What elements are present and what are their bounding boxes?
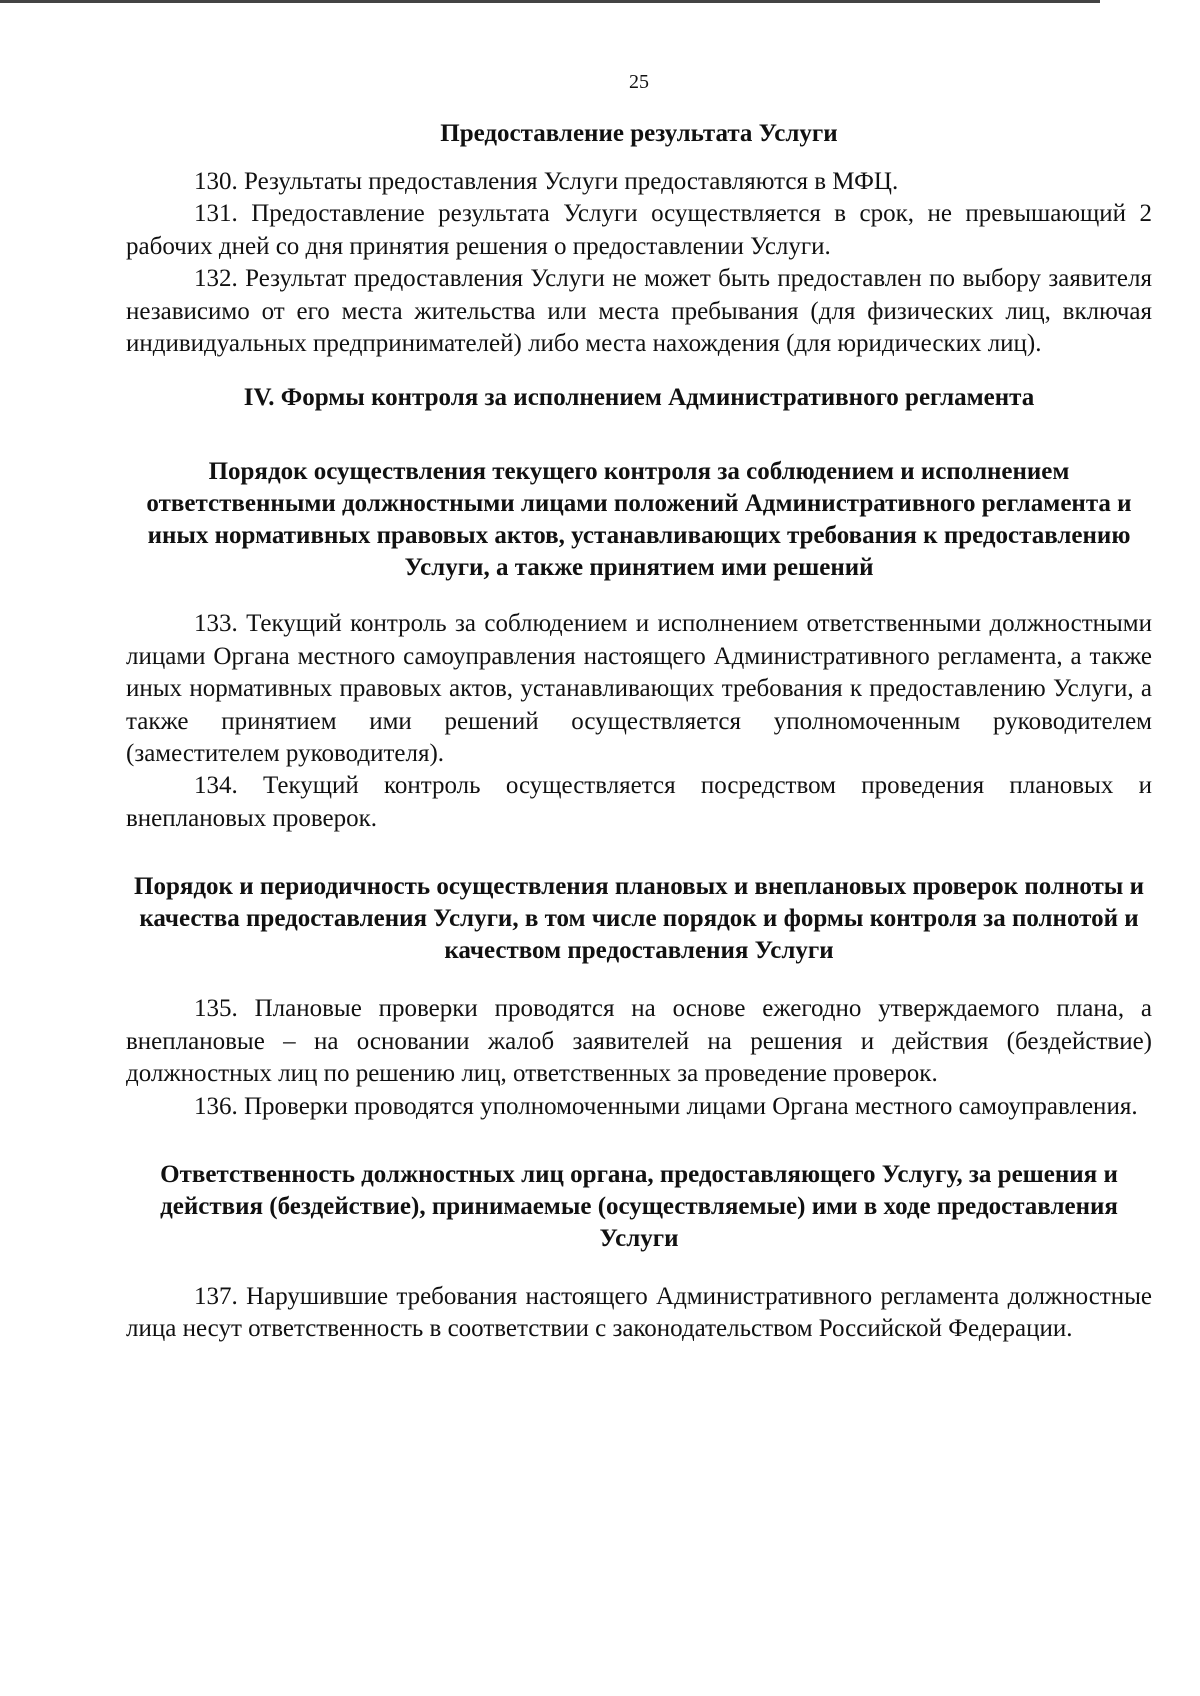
scan-top-border (0, 0, 1100, 3)
paragraph-130: 130. Результаты предоставления Услуги предоставляются в МФЦ. (194, 168, 899, 195)
heading-chapter-iv: IV. Формы контроля за исполнением Административного регламента (243, 384, 1035, 412)
page-number: 25 (629, 71, 649, 93)
paragraph-134: 134. Текущий контроль осуществляется посредством проведения плановых и внеплановых проверок. (126, 772, 1152, 832)
paragraph-132: 132. Результат предоставления Услуги не может быть предоставлен по выбору заявителя независимо от его места жительства или места пребывания (для физических лиц, включая индивидуальных предпринимателей) либо места нахождения (для юридических лиц). (126, 265, 1152, 358)
paragraph-137: 137. Нарушившие требования настоящего Административного регламента должностные лица несут ответственность в соответствии с законодательством Российской Федерации. (126, 1282, 1152, 1343)
paragraph-131: 131. Предоставление результата Услуги осуществляется в срок, не превышающий 2 рабочих дней со дня принятия решения о предоставлении Услуги. (126, 200, 1152, 260)
heading-result-provision: Предоставление результата Услуги (440, 120, 838, 147)
paragraph-135: 135. Плановые проверки проводятся на основе ежегодно утверждаемого плана, а внеплановые – на основании жалоб заявителей на решения и действия (бездействие) должностных лиц по решению лиц, ответственных за проведение проверок. (126, 995, 1152, 1088)
heading-inspections: Порядок и периодичность осуществления плановых и внеплановых проверок полноты и качества предоставления Услуги, в том числе порядок и формы контроля за полнотой и качеством предоставления Услуги (134, 873, 1144, 965)
heading-responsibility: Ответственность должностных лиц органа, предоставляющего Услугу, за решения и действия (бездействие), принимаемые (осуществляемые) ими в ходе предоставления Услуги (160, 1160, 1118, 1252)
paragraph-133: 133. Текущий контроль за соблюдением и исполнением ответственными должностными лицами Органа местного самоуправления настоящего Административного регламента, а также иных нормативных правовых актов, устанавливающих требования к предоставлению Услуги, а также принятием ими решений осуществляется уполномоченным руководителем (заместителем руководителя). (126, 610, 1152, 768)
paragraph-136: 136. Проверки проводятся уполномоченными лицами Органа местного самоуправления. (194, 1092, 1138, 1120)
document-page (126, 70, 1152, 1346)
heading-current-control: Порядок осуществления текущего контроля за соблюдением и исполнением ответственными должностными лицами положений Административного регламента и иных нормативных правовых актов, устанавливающих требования к предоставлению Услуги, а также принятием ими решений (146, 458, 1132, 582)
